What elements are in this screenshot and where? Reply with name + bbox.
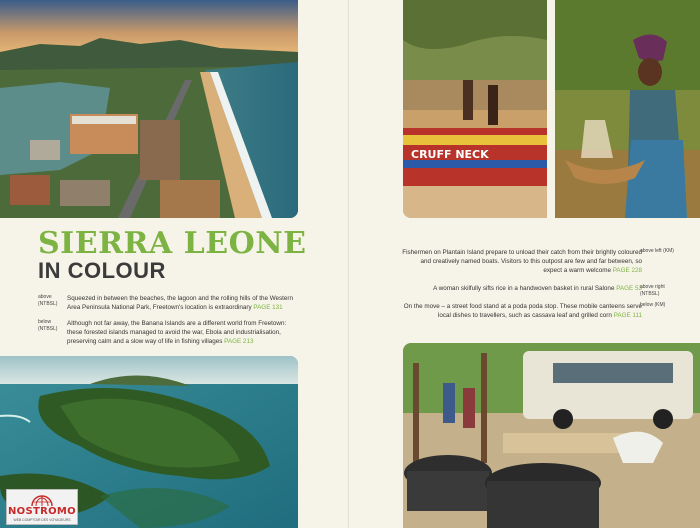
photo-rice-sifting: [555, 0, 700, 218]
nostromo-logo: [6, 489, 78, 525]
caption-rice: A woman skilfully sifts rice in a handwoven basket in rural Salone PAGE 53: [433, 285, 642, 292]
caption-tag-rice: above right (NTBSL): [640, 284, 665, 297]
page-link[interactable]: PAGE 131: [253, 304, 283, 311]
caption-text: Squeezed in between the beaches, the lagoon and the rolling hills of the Western Area Peninsula National Park, Freetown's location is extraordinary PAGE 131: [67, 295, 294, 311]
caption-tag-street-food: below (KM): [640, 302, 666, 308]
caption-tag-plantain: above left (KM): [640, 248, 674, 254]
right-page: [350, 0, 700, 528]
page-subtitle: IN COLOUR: [38, 258, 166, 283]
globe-icon: [30, 492, 54, 506]
page-link[interactable]: PAGE 111: [613, 312, 642, 319]
page-title: SIERRA LEONE: [38, 226, 307, 261]
caption-tag: above (NTBSL): [38, 294, 58, 307]
caption-text: Although not far away, the Banana Islands are a different world from Freetown: these forested islands managed to avoid the war, Ebola and industrialisation, preserving calm and a slow way of life in fishing villages PAGE 213: [67, 320, 287, 345]
logo-tagline: WEB COMPTOIR DES VOYAGEURS: [13, 518, 71, 522]
boat-name: CRUFF NECK: [411, 148, 489, 161]
caption-plantain-island: Fishermen on Plantain Island prepare to unload their catch from their brightly coloured and creatively named boats. Visitors to this outpost are few and far between, so expect a warm welcome PAGE 228: [402, 249, 642, 274]
page-link[interactable]: PAGE 53: [616, 285, 642, 292]
photo-freetown-aerial: [0, 0, 298, 218]
caption-banana-islands: [38, 319, 300, 349]
photo-street-food: [403, 343, 700, 528]
logo-name: NOSTROMO: [8, 506, 76, 517]
page-link[interactable]: PAGE 213: [224, 338, 254, 345]
page-link[interactable]: PAGE 228: [612, 267, 642, 274]
photo-fishing-boats: [403, 0, 547, 218]
caption-street-food: On the move – a street food stand at a poda poda stop. These mobile canteens serve local dishes to travellers, such as cassava leaf and grilled corn PAGE 111: [403, 303, 642, 319]
caption-tag: below (NTBSL): [38, 319, 58, 332]
